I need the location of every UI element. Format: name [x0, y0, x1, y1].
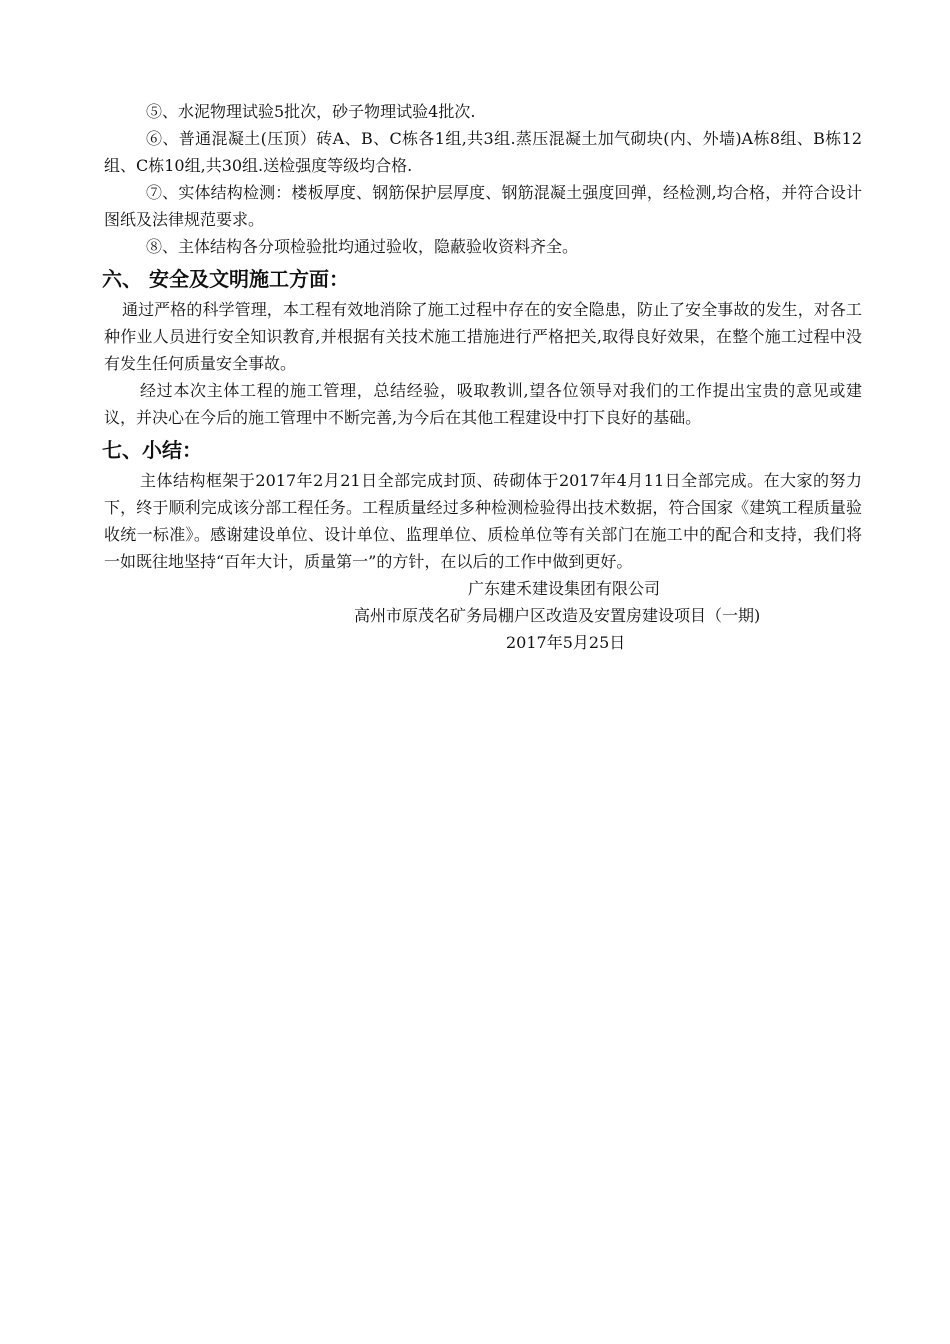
item-8: ⑧、主体结构各分项检验批均通过验收，隐蔽验收资料齐全。 — [146, 237, 579, 256]
section-6-heading: 六、 安全及文明施工方面： — [102, 267, 349, 291]
item-5: ⑤、水泥物理试验5批次，砂子物理试验4批次. — [146, 102, 476, 121]
section-7-paragraph: 主体结构框架于2017年2月21日全部完成封顶、砖砌体于2017年4月11日全部完成。在大家的努力下，终于顺利完成该分部工程任务。工程质量经过多种检测检验得出技术数据，符合国家《建筑工程质量验收统一标准》。感谢建设单位、设计单位、监理单位、质检单位等有关部门在施工中的配合和支持，我们将一如既往地坚持“百年大计，质量第一”的方针，在以后的工作中做到更好。 — [104, 471, 862, 571]
section-6-paragraph-2: 经过本次主体工程的施工管理，总结经验，吸取教训,望各位领导对我们的工作提出宝贵的意见或建议，并决心在今后的施工管理中不断完善,为今后在其他工程建设中打下良好的基础。 — [104, 381, 862, 427]
item-6: ⑥、普通混凝土(压顶）砖A、B、C栋各1组,共3组.蒸压混凝土加气砌块(内、外墙)A栋8组、B栋12组、C栋10组,共30组.送检强度等级均合格. — [104, 129, 862, 175]
signature-company: 广东建禾建设集团有限公司 — [468, 579, 661, 598]
section-6-paragraph-1: 通过严格的科学管理，本工程有效地消除了施工过程中存在的安全隐患，防止了安全事故的发生，对各工种作业人员进行安全知识教育,并根据有关技术施工措施进行严格把关,取得良好效果，在整个施工过程中没有发生任何质量安全事故。 — [104, 300, 862, 373]
signature-project: 高州市原茂名矿务局棚户区改造及安置房建设项目（一期) — [354, 606, 761, 625]
signature-date: 2017年5月25日 — [506, 633, 626, 652]
section-7-heading: 七、小结： — [102, 438, 202, 462]
item-7: ⑦、实体结构检测：楼板厚度、钢筋保护层厚度、钢筋混凝土强度回弹，经检测,均合格，并符合设计图纸及法律规范要求。 — [104, 183, 862, 229]
